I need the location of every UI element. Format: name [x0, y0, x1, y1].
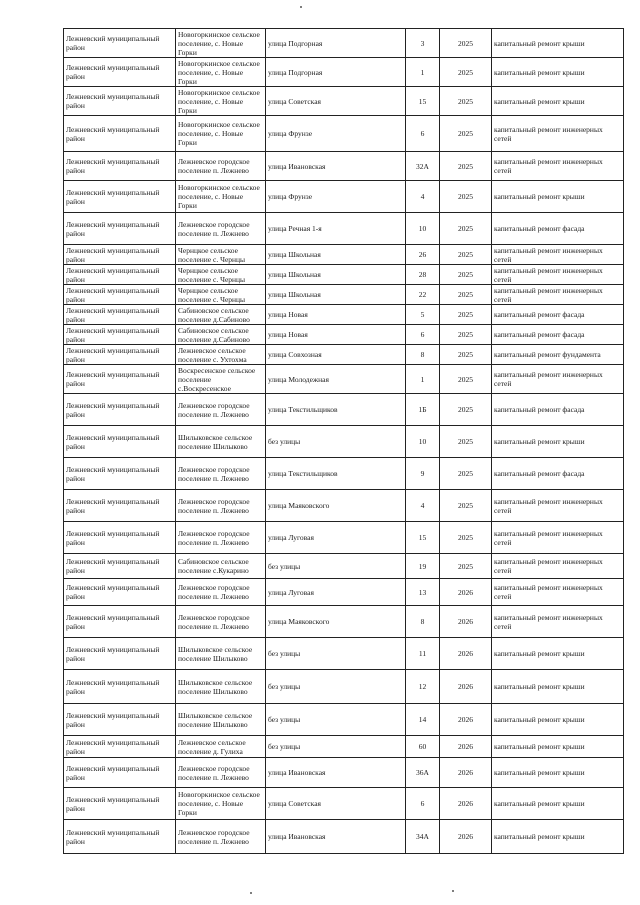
- house-number-cell: 4: [406, 181, 440, 213]
- house-number-cell: 15: [406, 87, 440, 116]
- street-cell: улица Советская: [266, 788, 406, 820]
- municipality-cell: Лежневский муниципальный район: [64, 152, 176, 181]
- street-cell: улица Новая: [266, 305, 406, 325]
- house-number-cell: 12: [406, 670, 440, 704]
- year-cell: 2025: [440, 325, 492, 345]
- street-cell: улица Луговая: [266, 522, 406, 554]
- street-cell: без улицы: [266, 670, 406, 704]
- work-type-cell: капитальный ремонт инженерных сетей: [492, 265, 624, 285]
- house-number-cell: 28: [406, 265, 440, 285]
- table-row: [64, 394, 624, 426]
- settlement-cell: Новогоркинское сельское поселение, с. Новые Горки: [176, 116, 266, 152]
- settlement-cell: Лежневское городское поселение п. Лежнево: [176, 579, 266, 606]
- street-cell: улица Текстильщиков: [266, 394, 406, 426]
- house-number-cell: 6: [406, 325, 440, 345]
- year-cell: 2026: [440, 788, 492, 820]
- settlement-cell: Лежневское городское поселение п. Лежнево: [176, 458, 266, 490]
- street-cell: улица Новая: [266, 325, 406, 345]
- house-number-cell: 6: [406, 116, 440, 152]
- street-cell: улица Подгорная: [266, 29, 406, 58]
- year-cell: 2025: [440, 87, 492, 116]
- street-cell: улица Школьная: [266, 285, 406, 305]
- settlement-cell: Сабиновское сельское поселение д.Сабиново: [176, 325, 266, 345]
- settlement-cell: Новогоркинское сельское поселение, с. Новые Горки: [176, 58, 266, 87]
- table-row: [64, 606, 624, 638]
- work-type-cell: капитальный ремонт крыши: [492, 704, 624, 736]
- municipality-cell: Лежневский муниципальный район: [64, 522, 176, 554]
- table-body: [64, 29, 624, 854]
- work-type-cell: капитальный ремонт фасада: [492, 305, 624, 325]
- table-row: [64, 345, 624, 365]
- work-type-cell: капитальный ремонт инженерных сетей: [492, 116, 624, 152]
- year-cell: 2026: [440, 638, 492, 670]
- street-cell: улица Маяковского: [266, 490, 406, 522]
- table-row: [64, 638, 624, 670]
- year-cell: 2026: [440, 736, 492, 758]
- table-row: [64, 116, 624, 152]
- work-type-cell: капитальный ремонт фасада: [492, 213, 624, 245]
- table-row: [64, 325, 624, 345]
- street-cell: улица Ивановская: [266, 758, 406, 788]
- work-type-cell: капитальный ремонт крыши: [492, 758, 624, 788]
- house-number-cell: 1: [406, 365, 440, 394]
- table-row: [64, 490, 624, 522]
- municipality-cell: Лежневский муниципальный район: [64, 426, 176, 458]
- year-cell: 2026: [440, 670, 492, 704]
- municipality-cell: Лежневский муниципальный район: [64, 365, 176, 394]
- work-type-cell: капитальный ремонт крыши: [492, 181, 624, 213]
- table-row: [64, 820, 624, 854]
- settlement-cell: Лежневское городское поселение п. Лежнево: [176, 490, 266, 522]
- settlement-cell: Шилыковское сельское поселение Шилыково: [176, 638, 266, 670]
- work-type-cell: капитальный ремонт фасада: [492, 458, 624, 490]
- house-number-cell: 36А: [406, 758, 440, 788]
- street-cell: улица Советская: [266, 87, 406, 116]
- street-cell: улица Школьная: [266, 245, 406, 265]
- house-number-cell: 14: [406, 704, 440, 736]
- year-cell: 2025: [440, 213, 492, 245]
- work-type-cell: капитальный ремонт крыши: [492, 638, 624, 670]
- scan-speck: [300, 6, 302, 8]
- municipality-cell: Лежневский муниципальный район: [64, 116, 176, 152]
- street-cell: без улицы: [266, 704, 406, 736]
- municipality-cell: Лежневский муниципальный район: [64, 736, 176, 758]
- work-type-cell: капитальный ремонт фундамента: [492, 345, 624, 365]
- settlement-cell: Новогоркинское сельское поселение, с. Новые Горки: [176, 181, 266, 213]
- year-cell: 2026: [440, 579, 492, 606]
- table-row: [64, 265, 624, 285]
- work-type-cell: капитальный ремонт инженерных сетей: [492, 152, 624, 181]
- table-row: [64, 365, 624, 394]
- settlement-cell: Лежневское городское поселение п. Лежнево: [176, 213, 266, 245]
- municipality-cell: Лежневский муниципальный район: [64, 213, 176, 245]
- street-cell: без улицы: [266, 554, 406, 579]
- settlement-cell: Лежневское городское поселение п. Лежнево: [176, 394, 266, 426]
- table-row: [64, 245, 624, 265]
- street-cell: без улицы: [266, 736, 406, 758]
- work-type-cell: капитальный ремонт инженерных сетей: [492, 554, 624, 579]
- municipality-cell: Лежневский муниципальный район: [64, 758, 176, 788]
- settlement-cell: Лежневское городское поселение п. Лежнево: [176, 522, 266, 554]
- street-cell: улица Фрунзе: [266, 116, 406, 152]
- table-row: [64, 758, 624, 788]
- table-row: [64, 704, 624, 736]
- municipality-cell: Лежневский муниципальный район: [64, 29, 176, 58]
- settlement-cell: Новогоркинское сельское поселение, с. Новые Горки: [176, 29, 266, 58]
- house-number-cell: 8: [406, 345, 440, 365]
- house-number-cell: 26: [406, 245, 440, 265]
- municipality-cell: Лежневский муниципальный район: [64, 265, 176, 285]
- municipality-cell: Лежневский муниципальный район: [64, 490, 176, 522]
- work-type-cell: капитальный ремонт инженерных сетей: [492, 579, 624, 606]
- settlement-cell: Воскресенское сельское поселение с.Воскресенское: [176, 365, 266, 394]
- table-row: [64, 579, 624, 606]
- year-cell: 2025: [440, 245, 492, 265]
- work-type-cell: капитальный ремонт инженерных сетей: [492, 490, 624, 522]
- table-row: [64, 736, 624, 758]
- street-cell: улица Школьная: [266, 265, 406, 285]
- municipality-cell: Лежневский муниципальный район: [64, 638, 176, 670]
- house-number-cell: 19: [406, 554, 440, 579]
- year-cell: 2025: [440, 152, 492, 181]
- scan-speck: [452, 890, 454, 892]
- house-number-cell: 1Б: [406, 394, 440, 426]
- table-row: [64, 670, 624, 704]
- house-number-cell: 4: [406, 490, 440, 522]
- settlement-cell: Лежневское городское поселение п. Лежнево: [176, 606, 266, 638]
- house-number-cell: 60: [406, 736, 440, 758]
- municipality-cell: Лежневский муниципальный район: [64, 181, 176, 213]
- street-cell: улица Ивановская: [266, 152, 406, 181]
- settlement-cell: Лежневское сельское поселение д. Гулиха: [176, 736, 266, 758]
- house-number-cell: 6: [406, 788, 440, 820]
- settlement-cell: Сабиновское сельское поселение с.Кукарино: [176, 554, 266, 579]
- year-cell: 2026: [440, 704, 492, 736]
- table-row: [64, 87, 624, 116]
- year-cell: 2025: [440, 458, 492, 490]
- work-type-cell: капитальный ремонт крыши: [492, 29, 624, 58]
- street-cell: без улицы: [266, 426, 406, 458]
- street-cell: без улицы: [266, 638, 406, 670]
- year-cell: 2025: [440, 58, 492, 87]
- settlement-cell: Лежневское городское поселение п. Лежнево: [176, 758, 266, 788]
- house-number-cell: 34А: [406, 820, 440, 854]
- settlement-cell: Чернцкое сельское поселение с. Чернцы: [176, 265, 266, 285]
- table-row: [64, 305, 624, 325]
- municipality-cell: Лежневский муниципальный район: [64, 58, 176, 87]
- street-cell: улица Луговая: [266, 579, 406, 606]
- work-type-cell: капитальный ремонт инженерных сетей: [492, 522, 624, 554]
- work-type-cell: капитальный ремонт инженерных сетей: [492, 606, 624, 638]
- work-type-cell: капитальный ремонт инженерных сетей: [492, 285, 624, 305]
- municipality-cell: Лежневский муниципальный район: [64, 788, 176, 820]
- work-type-cell: капитальный ремонт крыши: [492, 670, 624, 704]
- repair-schedule-table: [63, 28, 624, 854]
- year-cell: 2025: [440, 426, 492, 458]
- year-cell: 2025: [440, 116, 492, 152]
- table-row: [64, 29, 624, 58]
- work-type-cell: капитальный ремонт фасада: [492, 325, 624, 345]
- table-row: [64, 213, 624, 245]
- street-cell: улица Речная 1-я: [266, 213, 406, 245]
- settlement-cell: Чернцкое сельское поселение с. Чернцы: [176, 245, 266, 265]
- work-type-cell: капитальный ремонт крыши: [492, 736, 624, 758]
- municipality-cell: Лежневский муниципальный район: [64, 325, 176, 345]
- work-type-cell: капитальный ремонт крыши: [492, 58, 624, 87]
- scan-speck: [250, 892, 252, 894]
- street-cell: улица Подгорная: [266, 58, 406, 87]
- street-cell: улица Совхозная: [266, 345, 406, 365]
- house-number-cell: 9: [406, 458, 440, 490]
- street-cell: улица Фрунзе: [266, 181, 406, 213]
- year-cell: 2025: [440, 394, 492, 426]
- table-row: [64, 458, 624, 490]
- municipality-cell: Лежневский муниципальный район: [64, 245, 176, 265]
- settlement-cell: Шилыковское сельское поселение Шилыково: [176, 704, 266, 736]
- work-type-cell: капитальный ремонт крыши: [492, 820, 624, 854]
- municipality-cell: Лежневский муниципальный район: [64, 87, 176, 116]
- municipality-cell: Лежневский муниципальный район: [64, 606, 176, 638]
- house-number-cell: 5: [406, 305, 440, 325]
- table-row: [64, 285, 624, 305]
- municipality-cell: Лежневский муниципальный район: [64, 704, 176, 736]
- year-cell: 2025: [440, 490, 492, 522]
- table-row: [64, 522, 624, 554]
- house-number-cell: 22: [406, 285, 440, 305]
- municipality-cell: Лежневский муниципальный район: [64, 554, 176, 579]
- municipality-cell: Лежневский муниципальный район: [64, 670, 176, 704]
- municipality-cell: Лежневский муниципальный район: [64, 345, 176, 365]
- municipality-cell: Лежневский муниципальный район: [64, 285, 176, 305]
- street-cell: улица Молодежная: [266, 365, 406, 394]
- year-cell: 2025: [440, 305, 492, 325]
- municipality-cell: Лежневский муниципальный район: [64, 820, 176, 854]
- table-row: [64, 554, 624, 579]
- settlement-cell: Новогоркинское сельское поселение, с. Новые Горки: [176, 788, 266, 820]
- settlement-cell: Чернцкое сельское поселение с. Чернцы: [176, 285, 266, 305]
- house-number-cell: 13: [406, 579, 440, 606]
- municipality-cell: Лежневский муниципальный район: [64, 458, 176, 490]
- settlement-cell: Лежневское сельское поселение с. Ухтохма: [176, 345, 266, 365]
- settlement-cell: Лежневское городское поселение п. Лежнево: [176, 152, 266, 181]
- house-number-cell: 15: [406, 522, 440, 554]
- municipality-cell: Лежневский муниципальный район: [64, 394, 176, 426]
- year-cell: 2025: [440, 29, 492, 58]
- table-row: [64, 58, 624, 87]
- street-cell: улица Маяковского: [266, 606, 406, 638]
- year-cell: 2026: [440, 820, 492, 854]
- work-type-cell: капитальный ремонт инженерных сетей: [492, 365, 624, 394]
- settlement-cell: Шилыковское сельское поселение Шилыково: [176, 670, 266, 704]
- year-cell: 2026: [440, 606, 492, 638]
- year-cell: 2025: [440, 345, 492, 365]
- settlement-cell: Сабиновское сельское поселение д.Сабиново: [176, 305, 266, 325]
- year-cell: 2025: [440, 181, 492, 213]
- year-cell: 2026: [440, 758, 492, 788]
- year-cell: 2025: [440, 554, 492, 579]
- year-cell: 2025: [440, 285, 492, 305]
- year-cell: 2025: [440, 522, 492, 554]
- table-row: [64, 181, 624, 213]
- table-row: [64, 426, 624, 458]
- municipality-cell: Лежневский муниципальный район: [64, 305, 176, 325]
- street-cell: улица Ивановская: [266, 820, 406, 854]
- year-cell: 2025: [440, 365, 492, 394]
- house-number-cell: 1: [406, 58, 440, 87]
- table-row: [64, 788, 624, 820]
- house-number-cell: 32А: [406, 152, 440, 181]
- settlement-cell: Новогоркинское сельское поселение, с. Новые Горки: [176, 87, 266, 116]
- work-type-cell: капитальный ремонт крыши: [492, 788, 624, 820]
- house-number-cell: 10: [406, 213, 440, 245]
- street-cell: улица Текстильщиков: [266, 458, 406, 490]
- settlement-cell: Лежневское городское поселение п. Лежнево: [176, 820, 266, 854]
- work-type-cell: капитальный ремонт инженерных сетей: [492, 245, 624, 265]
- work-type-cell: капитальный ремонт фасада: [492, 394, 624, 426]
- year-cell: 2025: [440, 265, 492, 285]
- work-type-cell: капитальный ремонт крыши: [492, 87, 624, 116]
- municipality-cell: Лежневский муниципальный район: [64, 579, 176, 606]
- settlement-cell: Шилыковское сельское поселение Шилыково: [176, 426, 266, 458]
- house-number-cell: 3: [406, 29, 440, 58]
- house-number-cell: 11: [406, 638, 440, 670]
- work-type-cell: капитальный ремонт крыши: [492, 426, 624, 458]
- table-row: [64, 152, 624, 181]
- house-number-cell: 10: [406, 426, 440, 458]
- house-number-cell: 8: [406, 606, 440, 638]
